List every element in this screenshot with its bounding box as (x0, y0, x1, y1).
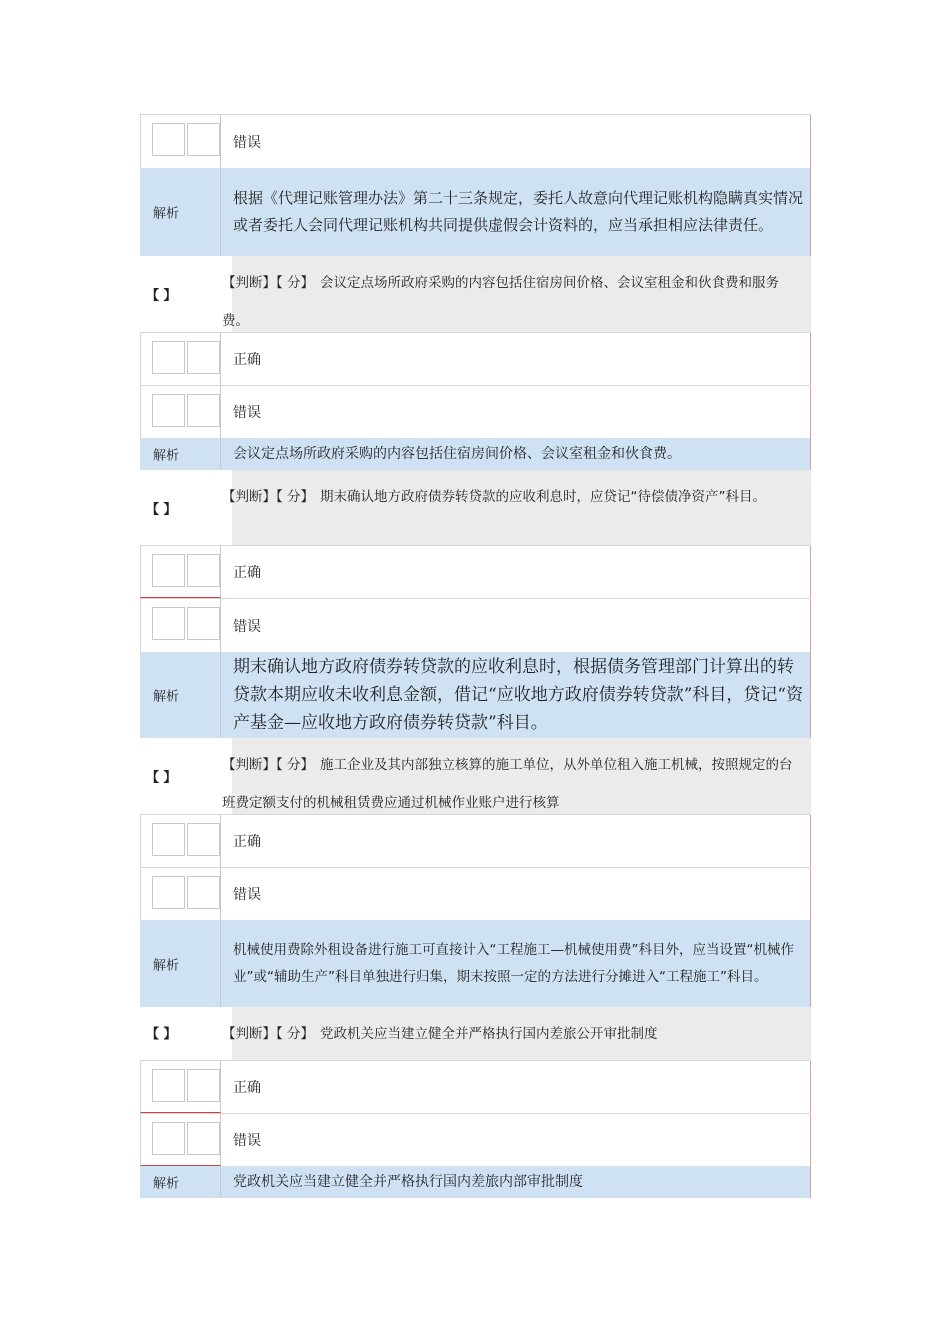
question-row (140, 738, 811, 814)
analysis-text: 根据《代理记账管理办法》第二十三条规定，委托人故意向代理记账机构隐瞒真实情况或者委托人会同代理记账机构共同提供虚假会计资料的，应当承担相应法律责任。 (233, 189, 804, 234)
question-type-tag: 【判断】【 分】 (222, 489, 315, 505)
analysis-label: 解析 (153, 689, 180, 705)
checkbox[interactable] (187, 394, 220, 427)
analysis-row (140, 168, 811, 256)
option-row[interactable] (140, 385, 811, 438)
question-type-tag: 【判断】【 分】 (222, 1026, 315, 1042)
checkbox[interactable] (187, 876, 220, 909)
question-type-tag: 【判断】【 分】 (222, 275, 315, 291)
option-label: 错误 (233, 405, 261, 421)
analysis-text: 党政机关应当建立健全并严格执行国内差旅内部审批制度 (233, 1174, 583, 1190)
option-row[interactable] (140, 1113, 811, 1166)
checkbox[interactable] (187, 341, 220, 374)
analysis-label: 解析 (153, 1176, 180, 1192)
checkbox[interactable] (152, 554, 185, 587)
option-label: 正确 (233, 834, 261, 850)
checkbox[interactable] (152, 341, 185, 374)
analysis-text: 期末确认地方政府债券转贷款的应收利息时，根据债务管理部门计算出的转贷款本期应收未收利息金额，借记“应收地方政府债券转贷款”科目，贷记“资产基金—应收地方政府债券转贷款”科目。 (233, 657, 804, 733)
analysis-text: 机械使用费除外租设备进行施工可直接计入“工程施工—机械使用费”科目外，应当设置“机械作业”或“辅助生产”科目单独进行归集，期末按照一定的方法进行分摊进入“工程施工”科目。 (233, 941, 794, 985)
answer-bracket: 【 】 (146, 770, 177, 786)
analysis-row (140, 920, 811, 1007)
option-label: 错误 (233, 1133, 261, 1149)
answer-bracket: 【 】 (146, 1027, 177, 1042)
option-label: 错误 (233, 134, 261, 151)
checkbox[interactable] (152, 1069, 185, 1102)
checkbox[interactable] (152, 823, 185, 856)
analysis-row (140, 438, 811, 470)
checkbox[interactable] (187, 607, 220, 640)
option-row[interactable] (140, 598, 811, 652)
question-body: 党政机关应当建立健全并严格执行国内差旅公开审批制度 (320, 1026, 658, 1042)
analysis-row (140, 1166, 811, 1198)
checkbox[interactable] (187, 823, 220, 856)
option-label: 错误 (233, 618, 261, 635)
answer-bracket: 【 】 (146, 502, 177, 517)
analysis-row (140, 652, 811, 738)
option-label: 正确 (233, 352, 261, 368)
checkbox[interactable] (152, 607, 185, 640)
answer-bracket: 【 】 (146, 288, 177, 304)
checkbox[interactable] (152, 394, 185, 427)
checkbox[interactable] (187, 1122, 220, 1155)
checkbox[interactable] (187, 554, 220, 587)
question-body: 期末确认地方政府债券转贷款的应收利息时，应贷记“待偿债净资产”科目。 (320, 489, 767, 505)
question-text (222, 478, 803, 516)
analysis-text: 会议定点场所政府采购的内容包括住宿房间价格、会议室租金和伙食费。 (233, 446, 681, 462)
question-text (222, 1015, 803, 1053)
option-row[interactable] (140, 114, 811, 168)
question-text (222, 264, 803, 340)
checkbox[interactable] (187, 123, 220, 156)
question-body: 施工企业及其内部独立核算的施工单位，从外单位租入施工机械，按照规定的台班费定额支付的机械租赁费应通过机械作业账户进行核算 (222, 757, 793, 811)
option-row[interactable] (140, 1060, 811, 1113)
option-row[interactable] (140, 332, 811, 385)
option-checkboxes (140, 115, 221, 168)
option-row[interactable] (140, 814, 811, 867)
checkbox[interactable] (187, 1069, 220, 1102)
option-label: 正确 (233, 1080, 261, 1096)
analysis-label: 解析 (153, 206, 180, 222)
checkbox[interactable] (152, 123, 185, 156)
analysis-label: 解析 (153, 448, 180, 464)
question-row (140, 470, 811, 545)
question-body: 会议定点场所政府采购的内容包括住宿房间价格、会议室租金和伙食费和服务费。 (222, 275, 780, 329)
option-row[interactable] (140, 545, 811, 598)
checkbox[interactable] (152, 1122, 185, 1155)
question-row (140, 256, 811, 332)
question-type-tag: 【判断】【 分】 (222, 757, 315, 773)
option-label: 正确 (233, 565, 261, 581)
option-row[interactable] (140, 867, 811, 920)
question-text (222, 746, 803, 822)
question-row (140, 1007, 811, 1060)
option-label: 错误 (233, 887, 261, 903)
analysis-label: 解析 (153, 958, 180, 973)
checkbox[interactable] (152, 876, 185, 909)
